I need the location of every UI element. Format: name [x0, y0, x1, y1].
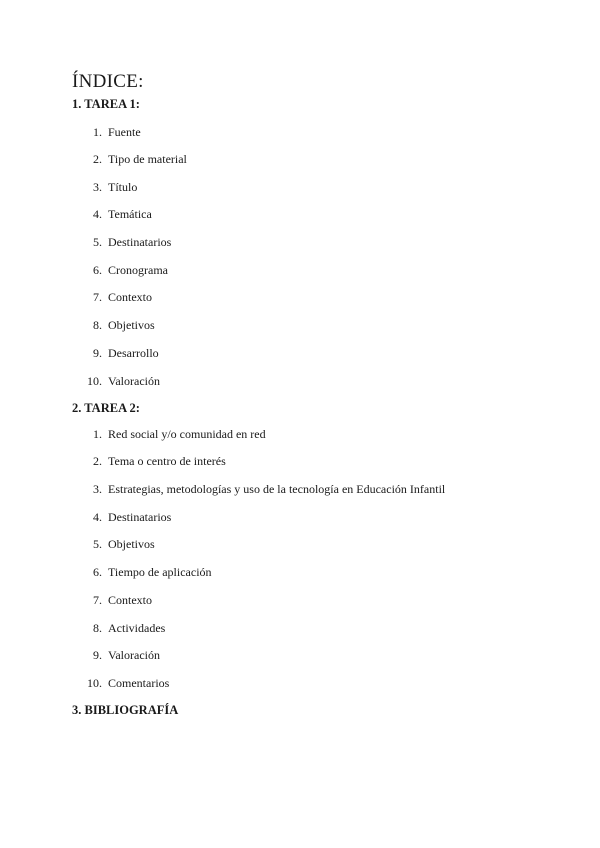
list-item-label: Valoración: [108, 374, 160, 388]
list-item-label: Valoración: [108, 648, 160, 662]
list-item-number: 10.: [87, 676, 102, 690]
list-item: [0, 427, 600, 441]
list-item-label: Contexto: [108, 290, 152, 304]
list-item-number: 7.: [93, 593, 102, 607]
list-item-number: 9.: [93, 648, 102, 662]
list-item-label: Tiempo de aplicación: [108, 565, 212, 579]
list-item-number: 3.: [93, 180, 102, 194]
list-item-label: Tipo de material: [108, 152, 187, 166]
list-item-label: Fuente: [108, 125, 141, 139]
list-item-number: 3.: [93, 482, 102, 496]
list-item-number: 4.: [93, 510, 102, 524]
list-item: [0, 207, 600, 221]
list-item-label: Objetivos: [108, 537, 155, 551]
list-item-number: 10.: [87, 374, 102, 388]
list-item-number: 8.: [93, 318, 102, 332]
list-item-label: Contexto: [108, 593, 152, 607]
list-item: [0, 125, 600, 139]
list-item-label: Destinatarios: [108, 235, 172, 249]
list-item-label: Título: [108, 180, 138, 194]
list-item-label: Comentarios: [108, 676, 170, 690]
list-item: [0, 152, 600, 166]
section-heading-tarea-1: 1. TAREA 1:: [72, 97, 140, 111]
list-item: [0, 621, 600, 635]
list-item-number: 1.: [93, 427, 102, 441]
list-item: [0, 510, 600, 524]
list-item: [0, 593, 600, 607]
list-item: [0, 676, 600, 690]
list-item: [0, 180, 600, 194]
list-item-number: 9.: [93, 346, 102, 360]
list-item-label: Actividades: [108, 621, 166, 635]
section-heading-bibliografia: 3. BIBLIOGRAFÍA: [72, 703, 179, 717]
list-item-label: Estrategias, metodologías y uso de la tecnología en Educación Infantil: [108, 482, 446, 496]
list-item-number: 1.: [93, 125, 102, 139]
list-item: [0, 565, 600, 579]
list-item-number: 2.: [93, 152, 102, 166]
list-item-label: Destinatarios: [108, 510, 172, 524]
list-item: [0, 235, 600, 249]
list-item-label: Cronograma: [108, 263, 168, 277]
list-item-number: 6.: [93, 263, 102, 277]
list-item-number: 8.: [93, 621, 102, 635]
list-item-label: Tema o centro de interés: [108, 454, 226, 468]
list-item: [0, 346, 600, 360]
list-item: [0, 290, 600, 304]
list-item-label: Desarrollo: [108, 346, 159, 360]
list-item-number: 7.: [93, 290, 102, 304]
list-item: [0, 454, 600, 468]
list-item-number: 5.: [93, 235, 102, 249]
list-item-number: 6.: [93, 565, 102, 579]
list-item: [0, 482, 600, 496]
list-item: [0, 537, 600, 551]
list-item-number: 2.: [93, 454, 102, 468]
list-item: [0, 374, 600, 388]
list-item-label: Red social y/o comunidad en red: [108, 427, 266, 441]
list-item-label: Objetivos: [108, 318, 155, 332]
section-heading-tarea-2: 2. TAREA 2:: [72, 401, 140, 415]
page-title: ÍNDICE:: [72, 71, 144, 92]
list-item: [0, 648, 600, 662]
list-item: [0, 263, 600, 277]
list-item-number: 5.: [93, 537, 102, 551]
list-item-number: 4.: [93, 207, 102, 221]
list-item: [0, 318, 600, 332]
list-item-label: Temática: [108, 207, 152, 221]
